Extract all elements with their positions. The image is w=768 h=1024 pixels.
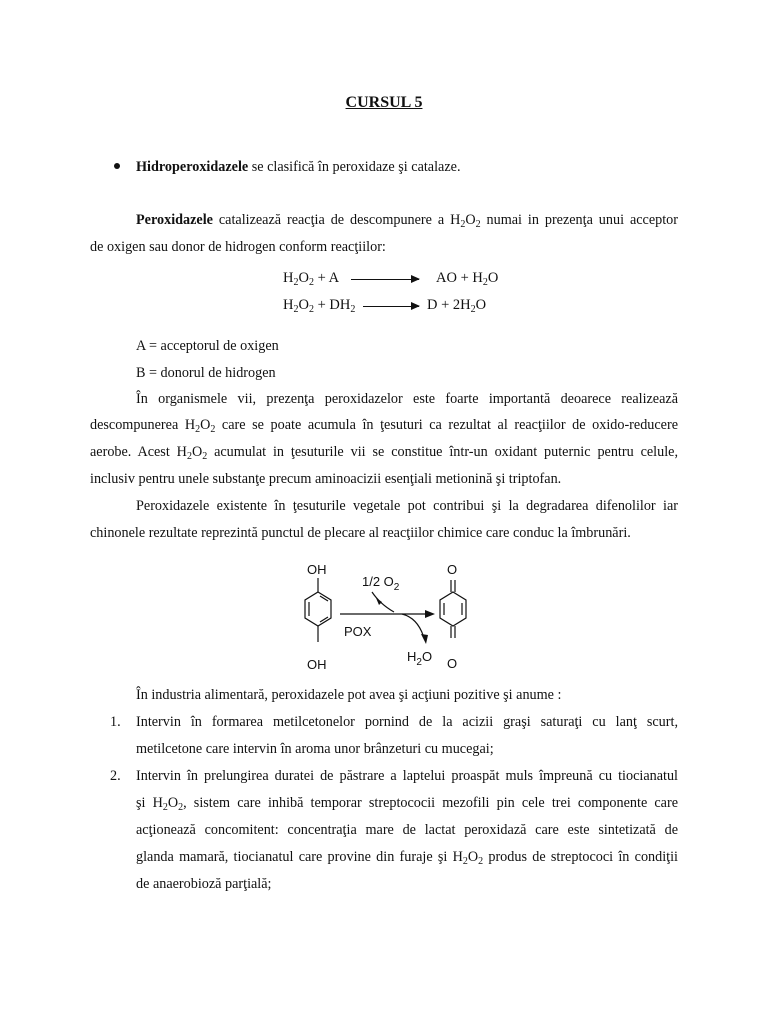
h2o-arrowhead (421, 634, 428, 644)
oh-top-label: OH (307, 562, 327, 577)
reaction2-left: $H_2O_2 + DH_2$ (283, 297, 356, 315)
oxidation-scheme (290, 556, 490, 672)
o-top-label: O (447, 562, 458, 577)
reaction1-left: $H_2O_2 + A$ (283, 270, 340, 288)
list-number: 2. (110, 768, 121, 784)
list-item-2-line3: acţionează concomitent: concentraţia mare de lactat peroxidază care este sintetizată de (136, 822, 678, 838)
reaction2-right: $D + 2H_2O$ (427, 297, 487, 315)
quinone-ring (440, 580, 466, 638)
list-number: 1. (110, 714, 121, 730)
o2-arrowhead (376, 598, 382, 605)
h2o-label: $H_2O$ (407, 649, 433, 668)
para1-text-a: catalizează reacţia de descompunere a H (212, 212, 461, 228)
list-item-1-line2: metilcetone care intervin în aroma unor brânzeturi cu mucegai; (136, 741, 494, 757)
bullet-dot (114, 163, 120, 169)
para3-line2: chinonele rezultate reprezintă punctul de plecare al reacţiilor chimice care conduc la îmbrunări. (90, 525, 631, 541)
oh-bottom-label: OH (307, 657, 327, 672)
h2o-curve (402, 614, 424, 638)
pox-arrowhead (425, 610, 435, 618)
o-bottom-label: O (447, 656, 458, 671)
o-letter: O (465, 212, 476, 228)
bullet-term: Hidroperoxidazele (136, 159, 249, 175)
pox-label: POX (344, 624, 372, 639)
para1-term: Peroxidazele (136, 212, 213, 228)
reaction2-arrow (363, 306, 419, 307)
hydroquinone-ring (305, 578, 331, 642)
def-a: A = acceptorul de oxigen (136, 338, 279, 354)
para2-line3: aerobe. Acest $H_2O_2$ acumulat in ţesuturile vii se constitue într-un oxidant puternic pentru celule, (90, 444, 679, 462)
page-title: CURSUL 5 (345, 94, 423, 111)
list-item-2-line1: Intervin în prelungirea duratei de păstrare a laptelui proaspăt muls împreună cu tiocianatul (136, 768, 678, 784)
bullet-text (136, 157, 461, 177)
list-item-2-line5: de anaerobioză parţială; (136, 876, 272, 892)
para1-text-b: numai in prezenţa unui acceptor (480, 212, 678, 228)
para4: În industria alimentară, peroxidazele pot avea şi acţiuni pozitive şi anume : (136, 687, 562, 703)
sub-2: 2 (475, 219, 481, 230)
list-item-2-line4: glanda mamară, tiocianatul care provine din furaje şi $H_2O_2$ produs de streptococi în condiţii (136, 849, 678, 867)
para2-line4: inclusiv pentru unele substanţe precum aminoacizii esenţiali metionină şi triptofan. (90, 471, 562, 487)
list-item-1-line1: Intervin în formarea metilcetonelor pornind de la acizii graşi saturaţi cu lanţ scurt, (136, 714, 678, 730)
reaction1-arrow (351, 279, 419, 280)
bullet-rest: se clasifică în peroxidaze şi catalaze. (248, 159, 461, 175)
para1-line2: de oxigen sau donor de hidrogen conform reacţiilor: (90, 239, 386, 255)
reaction1-right: AO + $H_2O$ (436, 270, 499, 288)
list-item-2-line2: şi $H_2O_2$, sistem care inhibă temporar streptococii mezofili pin cele trei componente care (136, 795, 678, 813)
o2-curve (372, 592, 394, 612)
para1-line1 (136, 210, 678, 230)
para2-line2: descompunerea $H_2O_2$ care se poate acumula în ţesuturi ca rezultat al reacţiilor de oxido-reducere (90, 417, 678, 435)
para3-line1: Peroxidazele existente în ţesuturile vegetale pot contribui şi la degradarea difenolilor iar (136, 498, 678, 514)
para2-line1: În organismele vii, prezenţa peroxidazelor este foarte importantă deoarece realizează (136, 391, 678, 407)
def-b: B = donorul de hidrogen (136, 365, 276, 381)
o2-label: 1/2 $O_2$ (362, 574, 400, 593)
sub-2: 2 (460, 219, 466, 230)
